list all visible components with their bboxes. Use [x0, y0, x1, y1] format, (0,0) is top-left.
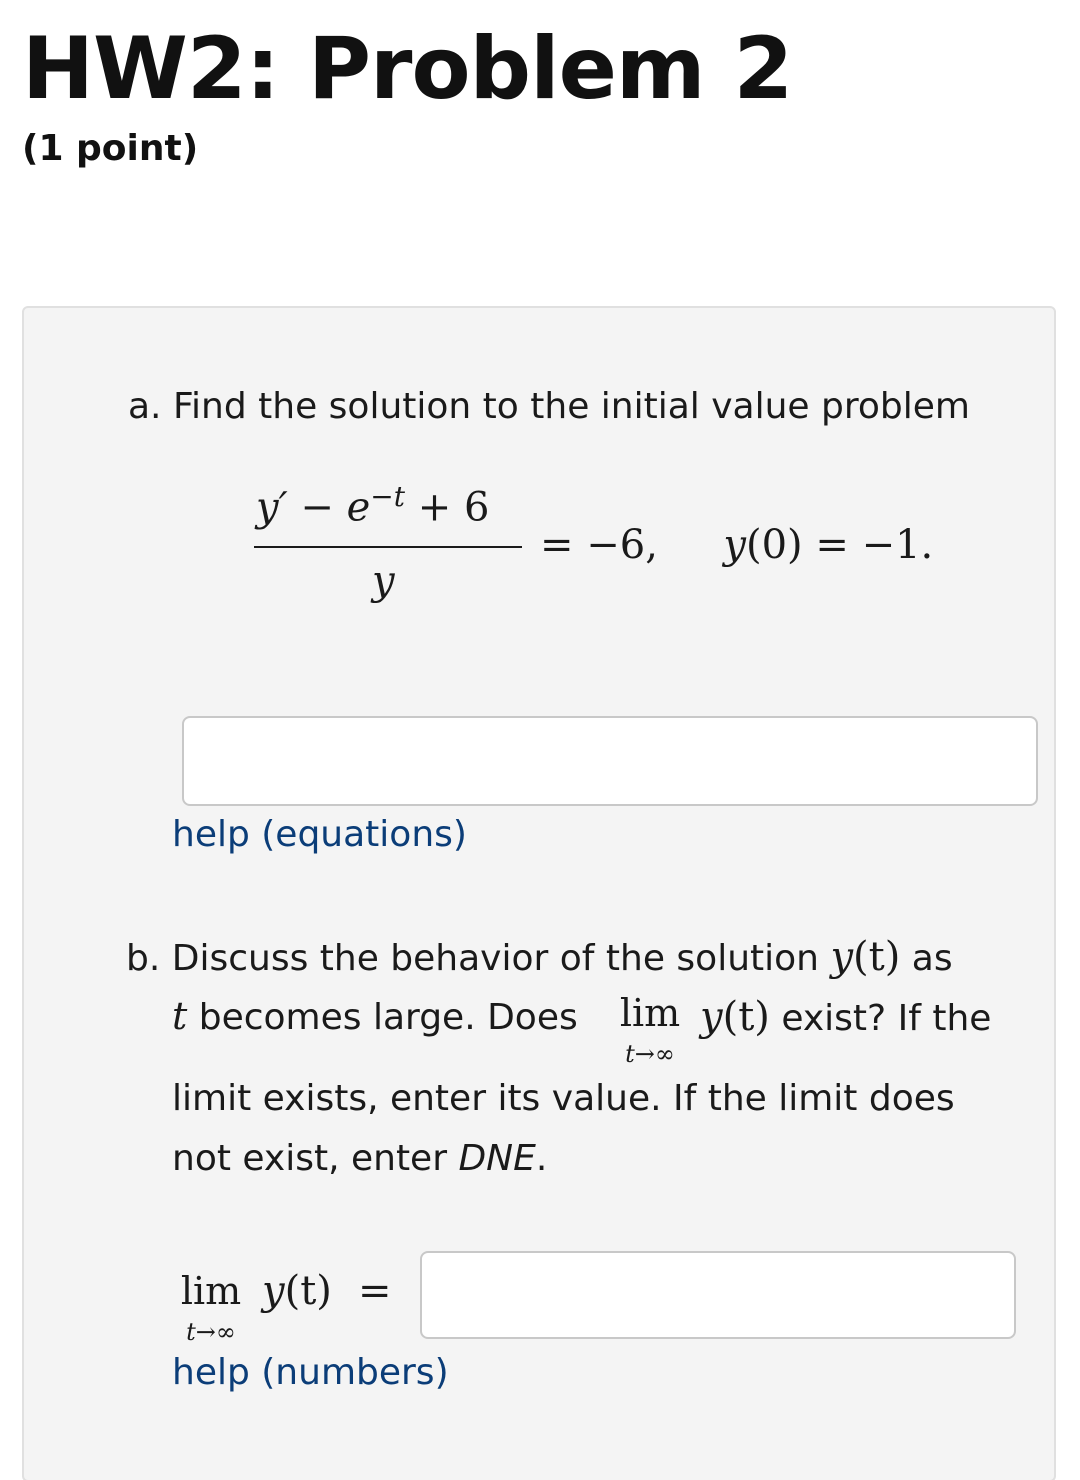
part-b-line-3: limit exists, enter its value. If the limit does [172, 1078, 955, 1119]
part-b-line-1-prefix: b. Discuss the behavior of the solution [126, 938, 831, 979]
numerator-main: y′ − e [256, 484, 371, 531]
part-b-line-2-start [172, 994, 578, 1038]
initial-condition-arg: (0) [745, 522, 803, 568]
fraction-bar [254, 546, 522, 548]
part-b-line-2-var: t [172, 994, 188, 1038]
inline-limit-subscript: t→∞ [625, 1040, 675, 1068]
part-b-line-2-suffix: exist? If the [769, 998, 992, 1039]
help-numbers-link[interactable]: help (numbers) [172, 1352, 449, 1393]
numerator-exponent: −t [370, 480, 406, 513]
answer-b-lhs [262, 1268, 332, 1314]
part-b-line-1-t: (t) [853, 934, 901, 980]
rhs-equals: = −6, [540, 522, 658, 568]
initial-condition-func: y [723, 522, 746, 568]
answer-limit-subscript: t→∞ [186, 1318, 236, 1346]
answer-b-y: y [262, 1268, 285, 1314]
dne-text: DNE [458, 1138, 536, 1179]
page-title: HW2: Problem 2 [22, 19, 793, 119]
part-b-line-4-suffix: . [535, 1138, 548, 1179]
inline-limit [608, 991, 692, 1068]
answer-b-equals: = [358, 1268, 392, 1314]
answer-limit [168, 1269, 254, 1346]
initial-condition-value: = −1. [802, 522, 934, 568]
help-equations-link[interactable]: help (equations) [172, 814, 467, 855]
answer-limit-word: lim [180, 1269, 242, 1313]
part-b-line-2-text: becomes large. Does [187, 997, 578, 1038]
part-b-line-2-end [700, 994, 991, 1040]
part-b-line-1-y: y [830, 934, 854, 980]
part-b-line-2-t: (t) [722, 994, 770, 1040]
part-b-line-1 [126, 934, 953, 980]
answer-input-b[interactable] [420, 1251, 1016, 1339]
part-b-line-4-prefix: not exist, enter [172, 1138, 459, 1179]
answer-input-a[interactable] [182, 716, 1038, 806]
points-label: (1 point) [22, 128, 199, 169]
equation-numerator [256, 480, 489, 530]
part-b-line-2-y: y [700, 994, 723, 1040]
equation-rhs [540, 522, 933, 568]
part-b-line-1-suffix: as [900, 938, 953, 979]
part-b-line-4 [172, 1138, 547, 1179]
part-a-prompt: a. Find the solution to the initial value problem [128, 386, 970, 427]
answer-b-t: (t) [284, 1268, 332, 1314]
inline-limit-word: lim [619, 991, 681, 1035]
numerator-tail: + 6 [405, 484, 490, 531]
equation-denominator: y [372, 558, 395, 604]
